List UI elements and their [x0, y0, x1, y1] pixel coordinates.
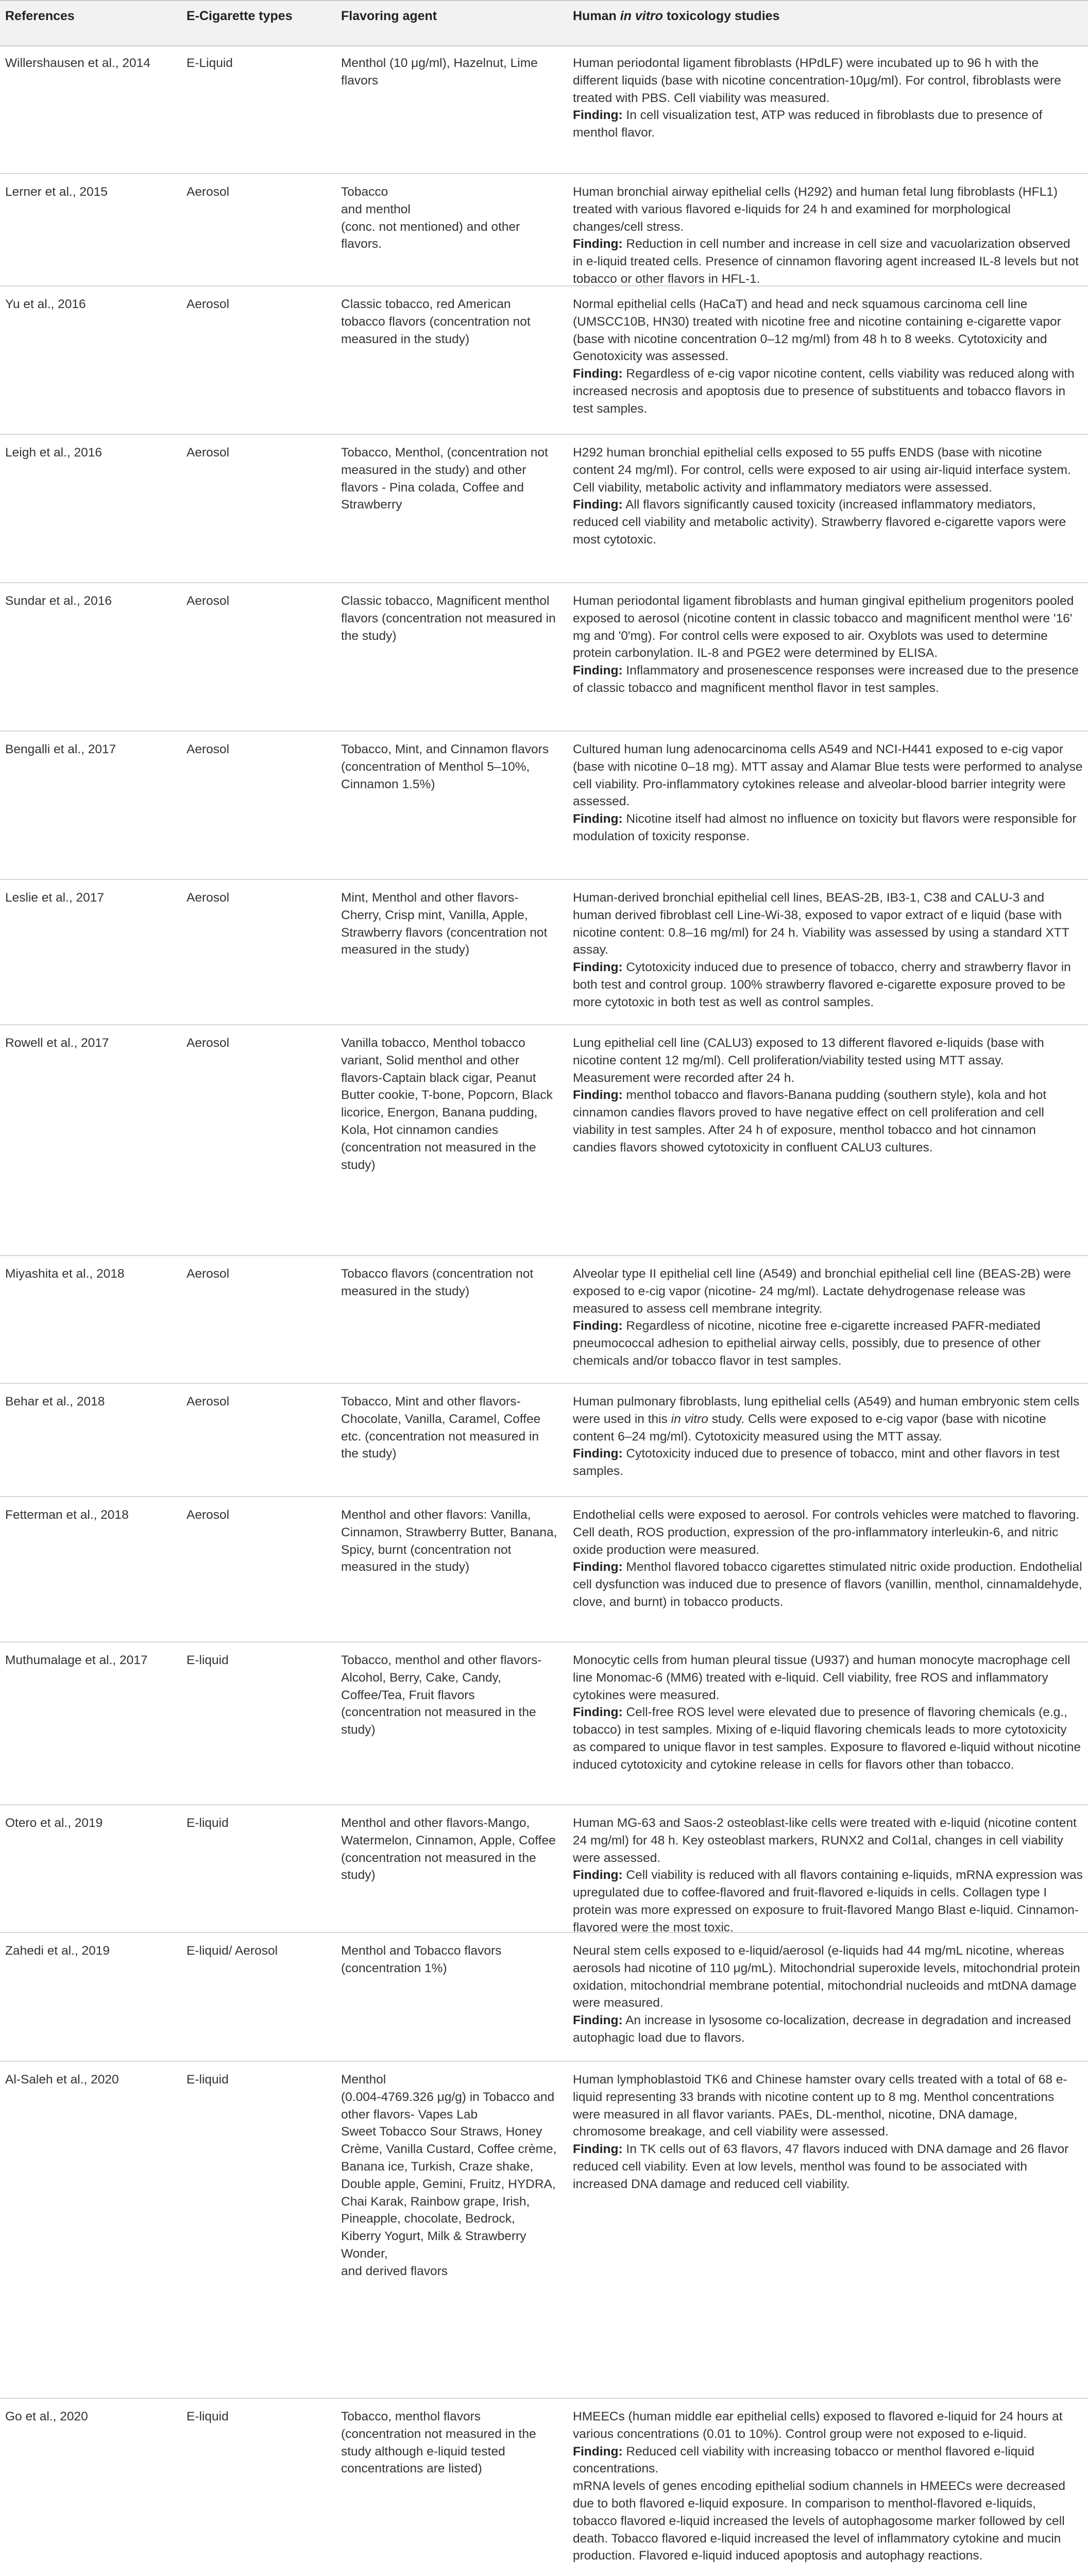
study-finding: Finding: Reduction in cell number and increase in cell size and vacuolarization observed in e-liquid treated cells. Presence of cinnamon flavoring agent increased IL-8 levels but not tobacco or other flavors in HFL-1. — [573, 237, 1079, 286]
cell-study — [573, 1393, 1083, 1480]
cell-study — [573, 1815, 1083, 1937]
cell-ecig-type: Aerosol — [186, 1395, 230, 1409]
table-row — [0, 1805, 1088, 1933]
cell-flavoring-agent: Menthol and other flavors: Vanilla, Cinnamon, Strawberry Butter, Banana, Spicy, burnt (concentration not measured in the study) — [341, 1508, 557, 1574]
study-text: Cultured human lung adenocarcinoma cells A549 and NCI-H441 exposed to e-cig vapor (base with nicotine 0–18 mg). MTT assay and Alamar Blue tests were performed to analyse cell viability. Pro-inflammatory cytokines release and alveolar-blood barrier integrity were assessed. — [573, 742, 1083, 809]
study-finding: Finding: In cell visualization test, ATP was reduced in fibroblasts due to presence of menthol flavor. — [573, 108, 1043, 140]
cell-reference: Zahedi et al., 2019 — [5, 1944, 110, 1958]
study-text: Alveolar type II epithelial cell line (A549) and bronchial epithelial cell line (BEAS-2B) were exposed to e-cig vapor (nicotine- 24 mg/ml). Lactate dehydrogenase release was measured to assess cell membrane integrity. — [573, 1267, 1071, 1316]
table-row — [0, 1497, 1088, 1642]
header-studies: Human in vitro toxicology studies — [573, 9, 780, 23]
cell-study — [573, 592, 1083, 697]
cell-flavoring-agent: Mint, Menthol and other flavors- Cherry, Crisp mint, Vanilla, Apple, Strawberry flavors (concentration not measured in the study) — [341, 891, 548, 957]
cell-ecig-type: Aerosol — [186, 1267, 230, 1281]
header-flavoring-agent: Flavoring agent — [341, 9, 437, 23]
cell-flavoring-agent: Tobacco, Menthol, (concentration not measured in the study) and other flavors - Pina colada, Coffee and Strawberry — [341, 446, 548, 512]
table-row — [0, 435, 1088, 583]
cell-ecig-type: E-liquid/ Aerosol — [186, 1944, 278, 1958]
study-text: Lung epithelial cell line (CALU3) exposed to 13 different flavored e-liquids (base with nicotine content 12 mg/ml). Cell proliferation/viability tested using MTT assay. Measurement were recorded after 24 h. — [573, 1036, 1044, 1085]
table-row — [0, 1025, 1088, 1256]
study-finding: Finding: Cell-free ROS level were elevated due to presence of flavoring chemicals (e.g., tobacco) in test samples. Mixing of e-liquid flavoring chemicals leads to more cytotoxicity as compared to unique flavor in test samples. Exposure to flavored e-liquid without nicotine induced cytotoxicity and cytokine release in cells for flavors other than tobacco. — [573, 1705, 1081, 1772]
agent-line: Tobacco — [341, 185, 388, 199]
cell-reference: Rowell et al., 2017 — [5, 1036, 109, 1050]
agent-line: (conc. not mentioned) and other flavors. — [341, 219, 520, 251]
cell-flavoring-agent: Menthol and other flavors-Mango, Watermelon, Cinnamon, Apple, Coffee (concentration not measured in the study) — [341, 1816, 556, 1883]
cell-study — [573, 2408, 1083, 2565]
cell-reference: Sundar et al., 2016 — [5, 594, 112, 608]
cell-reference: Fetterman et al., 2018 — [5, 1508, 129, 1522]
study-text: Human-derived bronchial epithelial cell lines, BEAS-2B, IB3-1, C38 and CALU-3 and human derived fibroblast cell Line-Wi-38, exposed to vapor extract of e liquid (base with nicotine content: 0.8–16 mg/ml) for 24 h. Viability was assessed by using a standard XTT assay. — [573, 891, 1069, 957]
cell-ecig-type: E-liquid — [186, 1816, 229, 1830]
cell-flavoring-agent: Menthol (10 μg/ml), Hazelnut, Lime flavors — [341, 56, 538, 88]
cell-study — [573, 1506, 1083, 1611]
cell-flavoring-agent: Vanilla tobacco, Menthol tobacco variant, Solid menthol and other flavors-Captain black cigar, Peanut Butter cookie, T-bone, Popcorn, Black licorice, Energon, Banana pudding, Kola, Hot cinnamon candies (concentration not measured in the study) — [341, 1036, 553, 1172]
study-finding: Finding: In TK cells out of 63 flavors, 47 flavors induced with DNA damage and 26 flavor reduced cell viability. Even at low levels, menthol was found to be associated with increased DNA damage and reduced cell viability. — [573, 2142, 1069, 2191]
cell-ecig-type: E-Liquid — [186, 56, 233, 70]
cell-flavoring-agent — [341, 2071, 557, 2280]
study-finding: Finding: Regardless of e-cig vapor nicotine content, cells viability was reduced along with increased necrosis and apoptosis due to presence of substituents and tobacco flavors in test samples. — [573, 367, 1075, 416]
study-text: Human periodontal ligament fibroblasts and human gingival epithelium progenitors pooled exposed to aerosol (nicotine content in classic tobacco and magnificent menthol were '16' mg and '0'mg). For control cells were exposed to air. Oxyblots was used to determine protein carbonylation. IL-8 and PGE2 were determined by ELISA. — [573, 594, 1074, 660]
cell-ecig-type: Aerosol — [186, 594, 230, 608]
study-text: Monocytic cells from human pleural tissue (U937) and human monocyte macrophage cell line Monomac-6 (MM6) treated with e-liquid. Cell viability, free ROS and inflammatory cytokines were measured. — [573, 1653, 1070, 1702]
cell-ecig-type: Aerosol — [186, 1036, 230, 1050]
table-row — [0, 1642, 1088, 1805]
cell-study — [573, 1652, 1083, 1774]
study-finding: Finding: Inflammatory and prosenescence responses were increased due to the presence of classic tobacco and magnificent menthol flavor in test samples. — [573, 664, 1079, 695]
table-row — [0, 2399, 1088, 2576]
header-references: References — [5, 9, 75, 23]
study-text: H292 human bronchial epithelial cells exposed to 55 puffs ENDS (base with nicotine content 24 mg/ml). For control, cells were exposed to air using air-liquid interface system. Cell viability, metabolic activity and inflammatory mediators were assessed. — [573, 446, 1071, 495]
study-finding: Finding: Cell viability is reduced with all flavors containing e-liquids, mRNA expression was upregulated due to coffee-flavored and fruit-flavored e-liquids in cells. Collagen type I protein was more expressed on exposure to fruit-flavored Mango Blast e-liquid. Cinnamon-flavored were the most toxic. — [573, 1868, 1083, 1935]
cell-reference: Yu et al., 2016 — [5, 297, 86, 311]
cell-flavoring-agent: Tobacco, Mint and other flavors-Chocolate, Vanilla, Caramel, Coffee etc. (concentration not measured in the study) — [341, 1395, 541, 1461]
agent-line: (0.004-4769.326 μg/g) in Tobacco and other flavors- Vapes Lab — [341, 2090, 555, 2122]
cell-reference: Miyashita et al., 2018 — [5, 1267, 125, 1281]
table-row — [0, 1933, 1088, 2062]
study-text: Endothelial cells were exposed to aerosol. For controls vehicles were matched to flavoring. Cell death, ROS production, expression of the pro-inflammatory interleukin-6, and nitric oxide production were measured. — [573, 1508, 1080, 1557]
cell-flavoring-agent: Menthol and Tobacco flavors (concentration 1%) — [341, 1944, 502, 1975]
cell-reference: Lerner et al., 2015 — [5, 185, 108, 199]
table-row — [0, 880, 1088, 1025]
cell-study — [573, 55, 1083, 142]
study-finding: Finding: Cytotoxicity induced due to presence of tobacco, mint and other flavors in test samples. — [573, 1447, 1060, 1479]
study-finding: Finding: Menthol flavored tobacco cigarettes stimulated nitric oxide production. Endothelial cell dysfunction was induced due to presence of flavors (vanillin, menthol, cinnamaldehyde, clove, and burnt) in tobacco products. — [573, 1560, 1082, 1609]
cell-ecig-type: E-liquid — [186, 2410, 229, 2424]
cell-reference: Muthumalage et al., 2017 — [5, 1653, 148, 1667]
cell-ecig-type: Aerosol — [186, 297, 230, 311]
study-text: Neural stem cells exposed to e-liquid/aerosol (e-liquids had 44 mg/mL nicotine, whereas aerosols had nicotine of 110 μg/mL). Mitochondrial superoxide levels, mitochondrial protein oxidation, mitochondrial membrane potential, mitochondrial nucleoids and mtDNA damage were measured. — [573, 1944, 1080, 2010]
agent-line: and derived flavors — [341, 2264, 448, 2278]
study-text: Human lymphoblastoid TK6 and Chinese hamster ovary cells treated with a total of 68 e-liquid representing 33 brands with nicotine content up to 8 mg. Menthol concentrations were measured in all flavor variants. PAEs, DL-menthol, nicotine, DNA damage, chromosome breakage, and cell viability were assessed. — [573, 2073, 1067, 2139]
cell-ecig-type: Aerosol — [186, 891, 230, 905]
study-extra: mRNA levels of genes encoding epithelial sodium channels in HMEECs were decreased due to both flavored e-liquid exposure. In comparison to menthol-flavored e-liquids, tobacco flavored e-liquid increased the levels of autophagosome marker followed by cell death. Tobacco flavored e-liquid increased the level of inflammatory cytokine and mucin production. Flavored e-liquid induced apoptosis and autophagy reactions. — [573, 2479, 1066, 2563]
cell-reference: Bengalli et al., 2017 — [5, 742, 116, 756]
cell-reference: Behar et al., 2018 — [5, 1395, 105, 1409]
cell-study — [573, 1035, 1083, 1157]
cell-flavoring-agent — [341, 183, 557, 253]
study-text: Human pulmonary fibroblasts, lung epithelial cells (A549) and human embryonic stem cells were used in this in vitro study. Cells were exposed to e-cig vapor (base with nicotine content 6–24 mg/ml). Cytotoxicity measured using the MTT assay. — [573, 1395, 1080, 1444]
cell-flavoring-agent: Classic tobacco, Magnificent menthol flavors (concentration not measured in the study) — [341, 594, 556, 643]
study-text: Human MG-63 and Saos-2 osteoblast-like cells were treated with e-liquid (nicotine content 24 mg/ml) for 48 h. Key osteoblast markers, RUNX2 and Col1al, changes in cell viability were assessed. — [573, 1816, 1077, 1865]
study-finding: Finding: Regardless of nicotine, nicotine free e-cigarette increased PAFR-mediated pneumococcal adhesion to epithelial airway cells, possibly, due to presence of other chemicals and/or tobacco flavor in test samples. — [573, 1319, 1041, 1368]
study-finding: Finding: Nicotine itself had almost no influence on toxicity but flavors were responsible for modulation of toxicity response. — [573, 812, 1077, 843]
agent-line: and menthol — [341, 202, 411, 216]
header-ecig-types: E-Cigarette types — [186, 9, 293, 23]
cell-ecig-type: Aerosol — [186, 446, 230, 460]
cell-ecig-type: E-liquid — [186, 2073, 229, 2087]
cell-flavoring-agent: Tobacco flavors (concentration not measured in the study) — [341, 1267, 534, 1298]
cell-study — [573, 1265, 1083, 1370]
cell-ecig-type: Aerosol — [186, 1508, 230, 1522]
study-finding: Finding: menthol tobacco and flavors-Banana pudding (southern style), kola and hot cinnamon candies flavors proved to have negative effect on cell proliferation and cell viability in test samples. After 24 h of exposure, menthol tobacco and hot cinnamon candies flavors showed cytotoxicity in confluent CALU3 cultures. — [573, 1088, 1047, 1155]
cell-reference: Willershausen et al., 2014 — [5, 56, 150, 70]
cell-study — [573, 889, 1083, 1011]
table-row — [0, 286, 1088, 435]
agent-line: Menthol — [341, 2073, 386, 2087]
table-row — [0, 174, 1088, 286]
cell-study — [573, 1942, 1083, 2047]
agent-line: Sweet Tobacco Sour Straws, Honey Crème, Vanilla Custard, Coffee crème, Banana ice, Turkish, Craze shake, Double apple, Gemini, Fruitz, HYDRA, Chai Karak, Rainbow grape, Irish, Pineapple, chocolate, Bedrock, Kiberry Yogurt, Milk & Strawberry Wonder, — [341, 2125, 557, 2261]
study-finding: Finding: An increase in lysosome co-localization, decrease in degradation and increased autophagic load due to flavors. — [573, 2013, 1071, 2045]
cell-flavoring-agent: Tobacco, menthol and other flavors- Alcohol, Berry, Cake, Candy, Coffee/Tea, Fruit flavors (concentration not measured in the study) — [341, 1653, 542, 1737]
study-text: HMEECs (human middle ear epithelial cells) exposed to flavored e-liquid for 24 hours at various concentrations (0.01 to 10%). Control group were not exposed to e-liquid. — [573, 2410, 1063, 2441]
study-finding: Finding: Cytotoxicity induced due to presence of tobacco, cherry and strawberry flavor in both test and control group. 100% strawberry flavored e-cigarette exposure proved to be more cytotoxic in both test as well as control samples. — [573, 960, 1071, 1009]
table-row — [0, 732, 1088, 880]
study-text: Human periodontal ligament fibroblasts (HPdLF) were incubated up to 96 h with the different liquids (base with nicotine concentration-10μg/ml). For control, fibroblasts were treated with PBS. Cell viability was measured. — [573, 56, 1061, 105]
cell-reference: Otero et al., 2019 — [5, 1816, 103, 1830]
cell-flavoring-agent: Tobacco, Mint, and Cinnamon flavors (concentration of Menthol 5–10%, Cinnamon 1.5%) — [341, 742, 549, 791]
table-row — [0, 45, 1088, 174]
cell-ecig-type: E-liquid — [186, 1653, 229, 1667]
cell-study — [573, 183, 1083, 288]
study-finding: Finding: All flavors significantly caused toxicity (increased inflammatory mediators, reduced cell viability and metabolic activity). Strawberry flavored e-cigarette vapors were most cytotoxic. — [573, 498, 1066, 547]
table-row — [0, 1384, 1088, 1497]
table-header — [0, 0, 1088, 46]
cell-reference: Leslie et al., 2017 — [5, 891, 105, 905]
table-row — [0, 2062, 1088, 2399]
cell-reference: Al-Saleh et al., 2020 — [5, 2073, 119, 2087]
study-finding: Finding: Reduced cell viability with increasing tobacco or menthol flavored e-liquid concentrations. — [573, 2444, 1034, 2476]
cell-reference: Go et al., 2020 — [5, 2410, 88, 2424]
study-text: Normal epithelial cells (HaCaT) and head and neck squamous carcinoma cell line (UMSCC10B, HN30) treated with nicotine free and nicotine containing e-cigarette vapor (base with nicotine concentration 0–12 mg/ml) from 48 h to 8 weeks. Cytotoxicity and Genotoxicity was assessed. — [573, 297, 1061, 364]
table-row — [0, 1256, 1088, 1384]
cell-ecig-type: Aerosol — [186, 742, 230, 756]
cell-ecig-type: Aerosol — [186, 185, 230, 199]
cell-flavoring-agent: Classic tobacco, red American tobacco flavors (concentration not measured in the study) — [341, 297, 531, 346]
cell-study — [573, 2071, 1083, 2193]
study-text: Human bronchial airway epithelial cells (H292) and human fetal lung fibroblasts (HFL1) treated with various flavored e-liquids for 24 h and examined for morphological changes/cell stress. — [573, 185, 1058, 234]
cell-flavoring-agent: Tobacco, menthol flavors (concentration not measured in the study although e-liquid tested concentrations are listed) — [341, 2410, 536, 2476]
cell-reference: Leigh et al., 2016 — [5, 446, 102, 460]
table-row — [0, 583, 1088, 732]
cell-study — [573, 444, 1083, 549]
cell-study — [573, 741, 1083, 845]
cell-study — [573, 296, 1083, 418]
